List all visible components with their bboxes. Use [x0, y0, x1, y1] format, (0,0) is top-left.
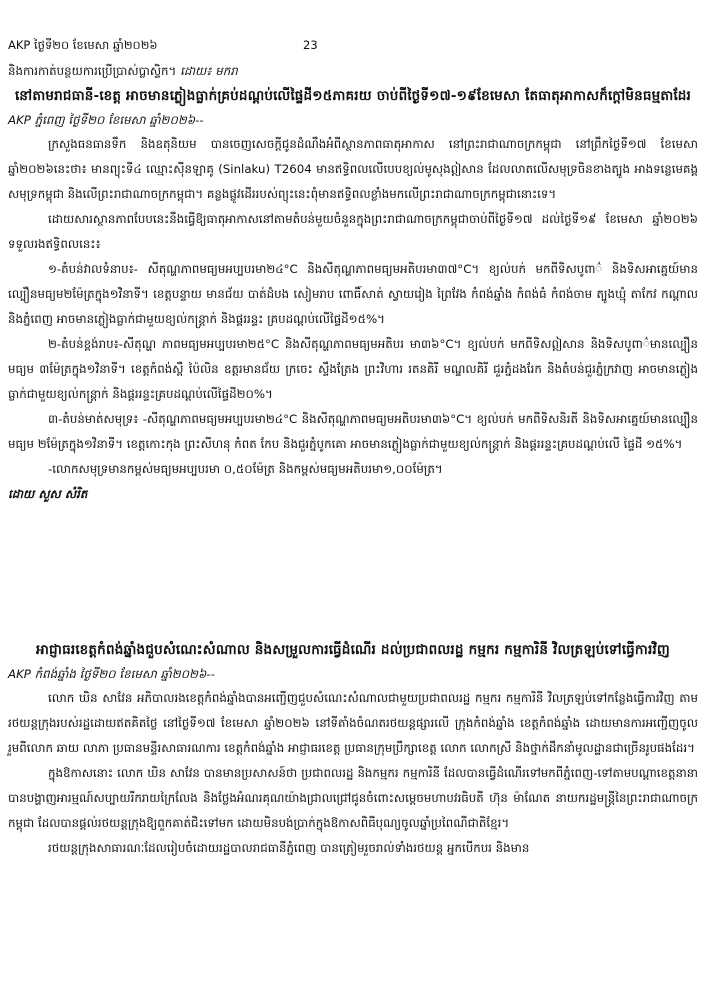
article-paragraph: លោក ឃិន សាវែន អភិបាលរងខេត្តកំពង់ឆ្នាំងបានអញ្ជើញជួបសំណេះសំណាលជាមួយប្រជាពលរដ្ឋ កម្មករ កម្មការិនី វិលត្រឡប់ទៅកន្លែងធ្វើការវិញ តាមរថយន្តក្រុងរបស់រដ្ឋដោយឥតគិតថ្លៃ នៅថ្ងៃទី១៧ ខែមេសា ឆ្នាំ២០២៦ នៅទីតាំងចំណតរថយន្តផ្សារលើ ក្រុងកំពង់ឆ្នាំង ខេត្តកំពង់ឆ្នាំង ដោយមានការអញ្ជើញចូលរួមពីលោក ឆាយ លាភា ប្រធានមន្ទីរសាធារណការ ខេត្តកំពង់ឆ្នាំង អាជ្ញាធរខេត្ត ប្រធានក្រុមប្រឹក្សាខេត្ត លោក លោកស្រី និងថ្នាក់ដឹកនាំមូលដ្ឋានជាច្រើនរូបផងដែរ។ [8, 691, 698, 755]
article-paragraph: -លោកសមុទ្រមានកម្ពស់មធ្យមអប្បបរមា ០,៥០ម៉ែត្រ និងកម្ពស់មធ្យមអតិបរមា១,០០ម៉ែត្រ។ [48, 462, 443, 476]
carryover-byline: ដោយ៖ មករា [180, 64, 238, 78]
article-headline: អាជ្ញាធរខេត្តកំពង់ឆ្នាំងជួបសំណេះសំណាល និងសម្រួលការធ្វើដំណើរ ដល់ប្រជាពលរដ្ឋ កម្មករ កម្មការិនី វិលត្រឡប់ទៅធ្វើការវិញ [36, 642, 670, 658]
carryover-block [8, 62, 698, 80]
article-dateline: AKP កំពង់ឆ្នាំង ថ្ងៃទី២០ ខែមេសា ឆ្នាំ២០២៦-- [8, 667, 215, 681]
article-paragraph: រថយន្តក្រុងសាធារណៈដែលរៀបចំដោយរដ្ឋបាលរាជធានីភ្នំពេញ បានត្រៀមរួចរាល់ទាំងរថយន្ត អ្នកបើកបរ និងមាន [48, 841, 530, 855]
article-paragraph: ក្នុងឱកាសនោះ លោក ឃិន សាវែន បានមានប្រសាសន៍ថា ប្រជាពលរដ្ឋ និងកម្មករ កម្មការិនី ដែលបានធ្វើដំណើរទៅមកពីភ្នំពេញ-ទៅតាមបណ្តាខេត្តនានាបានបង្ហាញអារម្មណ៍សប្បាយរីករាយក្រៃលែង និងថ្លែងអំណរគុណយ៉ាងជ្រាលជ្រៅជូនចំពោះសម្តេចមហាបវរធិបតី ហ៊ុន ម៉ាណែត នាយករដ្ឋមន្ត្រីនៃព្រះរាជាណាចក្រកម្ពុជា ដែលបានផ្តល់រថយន្តក្រុងឱ្យពួកគាត់ជិះទៅមក ដោយមិនបង់ប្រាក់ក្នុងឱកាសពិធីបុណ្យចូលឆ្នាំប្រពៃណីជាតិខ្មែរ។ [8, 766, 698, 830]
article-transport [8, 638, 698, 861]
article-paragraph: ២-តំបន់ខ្ពង់រាប៖-សីតុណ្ហ ភាពមធ្យមអប្បបរមា២៥°C និងសីតុណ្ហភាពមធ្យមអតិបរ មា៣៦°C។ ខ្យល់បក់ មកពីទិសឦសាន និងទិសបូពា៌មានល្បឿនមធ្យម ៣ម៉ែត្រក្នុង១វិនាទី។ ខេត្តកំពង់ស្ពឺ ប៉ៃលិន ឧត្តរមានជ័យ ក្រចេះ ស្ទឹងត្រែង ព្រះវិហារ រតនគិរី មណ្ឌលគិរី ជួរភ្នំដងរែក និងតំបន់ជួរភ្នំក្រវាញ អាចមានភ្លៀងធ្លាក់ជាមួយខ្យល់កន្ត្រាក់ និងផ្គររន្ទះគ្របដណ្តប់លើផ្ទៃដី២០%។ [8, 337, 698, 401]
article-paragraph: ១-តំបន់វាលទំនាប៖- សីតុណ្ហភាពមធ្យមអប្បបរមា២៤°C និងសីតុណ្ហភាពមធ្យមអតិបរមា៣៧°C។ ខ្យល់បក់ មកពីទិសបូពា៌ និងទិសអាគ្នេយ៍មានល្បឿនមធ្យម២ម៉ែត្រក្នុង១វិនាទី។ ខេត្តបន្ទាយ មានជ័យ បាត់ដំបង សៀមរាប ពោធិ៍សាត់ ស្វាយរៀង ព្រៃវែង កំពង់ឆ្នាំង កំពង់ធំ កំពង់ចាម ត្បូងឃ្មុំ តាកែវ កណ្តាល និងភ្នំពេញ អាចមានភ្លៀងធ្លាក់ជាមួយខ្យល់កន្ត្រាក់ និងផ្គររន្ទះ គ្របដណ្តប់លើផ្ទៃដី១៥%។ [8, 262, 698, 326]
page-number: 23 [303, 38, 318, 52]
article-dateline: AKP ភ្នំពេញ ថ្ងៃទី២០ ខែមេសា ឆ្នាំ២០២៦-- [8, 113, 204, 127]
article-paragraph: ដោយសារស្ថានភាពបែបនេះនឹងធ្វើឱ្យធាតុអាកាសនៅតាមតំបន់មួយចំនួនក្នុងព្រះរាជាណាចក្រកម្ពុជាចាប់ពីថ្ងៃទី១៧ ដល់ថ្ងៃទី១៩ ខែមេសា ឆ្នាំ២០២៦ ទទួលរងឥទ្ធិពលនេះ៖ [8, 212, 698, 251]
article-headline: នៅតាមរាជធានី-ខេត្ត អាចមានភ្លៀងធ្លាក់គ្រប់ដណ្តប់លើផ្ទៃដី១៥ភាគរយ ចាប់ពីថ្ងៃទី១៧-១៩ខែមេសា តែធាតុអាកាសក៏ក្តៅមិនធម្មតាដែរ [15, 88, 691, 104]
running-header: AKP ថ្ងៃទី២០ ខែមេសា ឆ្នាំ២០២៦ [8, 38, 158, 52]
article-weather [8, 84, 698, 506]
article-author: ដោយ សួស សំរិត [8, 487, 88, 501]
article-paragraph: ក្រសួងធនធានទឹក និងឧតុនិយម បានចេញសេចក្តីជូនដំណឹងអំពីស្ថានភាពធាតុអាកាស នៅព្រះរាជាណាចក្រកម្ពុជា នៅព្រឹកថ្ងៃទី១៧ ខែមេសា ឆ្នាំ២០២៦នេះថា៖ មានព្យុះទី៤ ឈ្មោះស៊ីនឡាគូ (Sinlaku) T2604 មានឥទ្ធិពលលើបេបខ្យល់មូសុងឦសាន ដែលលាតលើសមុទ្រចិនខាងត្បូង អាងទន្លេមេគង្គ សមុទ្រកម្ពុជា និងលើព្រះរាជាណាចក្រកម្ពុជា។ គន្លងផ្លូវដើររបស់ព្យុះនេះពុំមានឥទ្ធិពលខ្លាំងមកលើព្រះរាជាណាចក្រកម្ពុជានោះទេ។ [8, 137, 699, 201]
article-paragraph: ៣-តំបន់មាត់សមុទ្រ៖ -សីតុណ្ហភាពមធ្យមអប្បបរមា២៤°C និងសីតុណ្ហភាពមធ្យមអតិបរមា៣៦°C។ ខ្យល់បក់ មកពីទិសនិរតី និងទិសអាគ្នេយ៍មានល្បឿនមធ្យម ២ម៉ែត្រក្នុង១វិនាទី។ ខេត្តកោះកុង ព្រះសីហនុ កំពត កែប និងជួរភ្នំបូកគោ អាចមានភ្លៀងធ្លាក់ជាមួយខ្យល់កន្ត្រាក់ និងផ្គររន្ទះគ្របដណ្តប់លើ ផ្ទៃដី ១៥%។ [8, 412, 698, 451]
carryover-text: និងការកាត់បន្ថយការប្រើប្រាស់ប្លាស្ទិក។ [8, 64, 177, 78]
